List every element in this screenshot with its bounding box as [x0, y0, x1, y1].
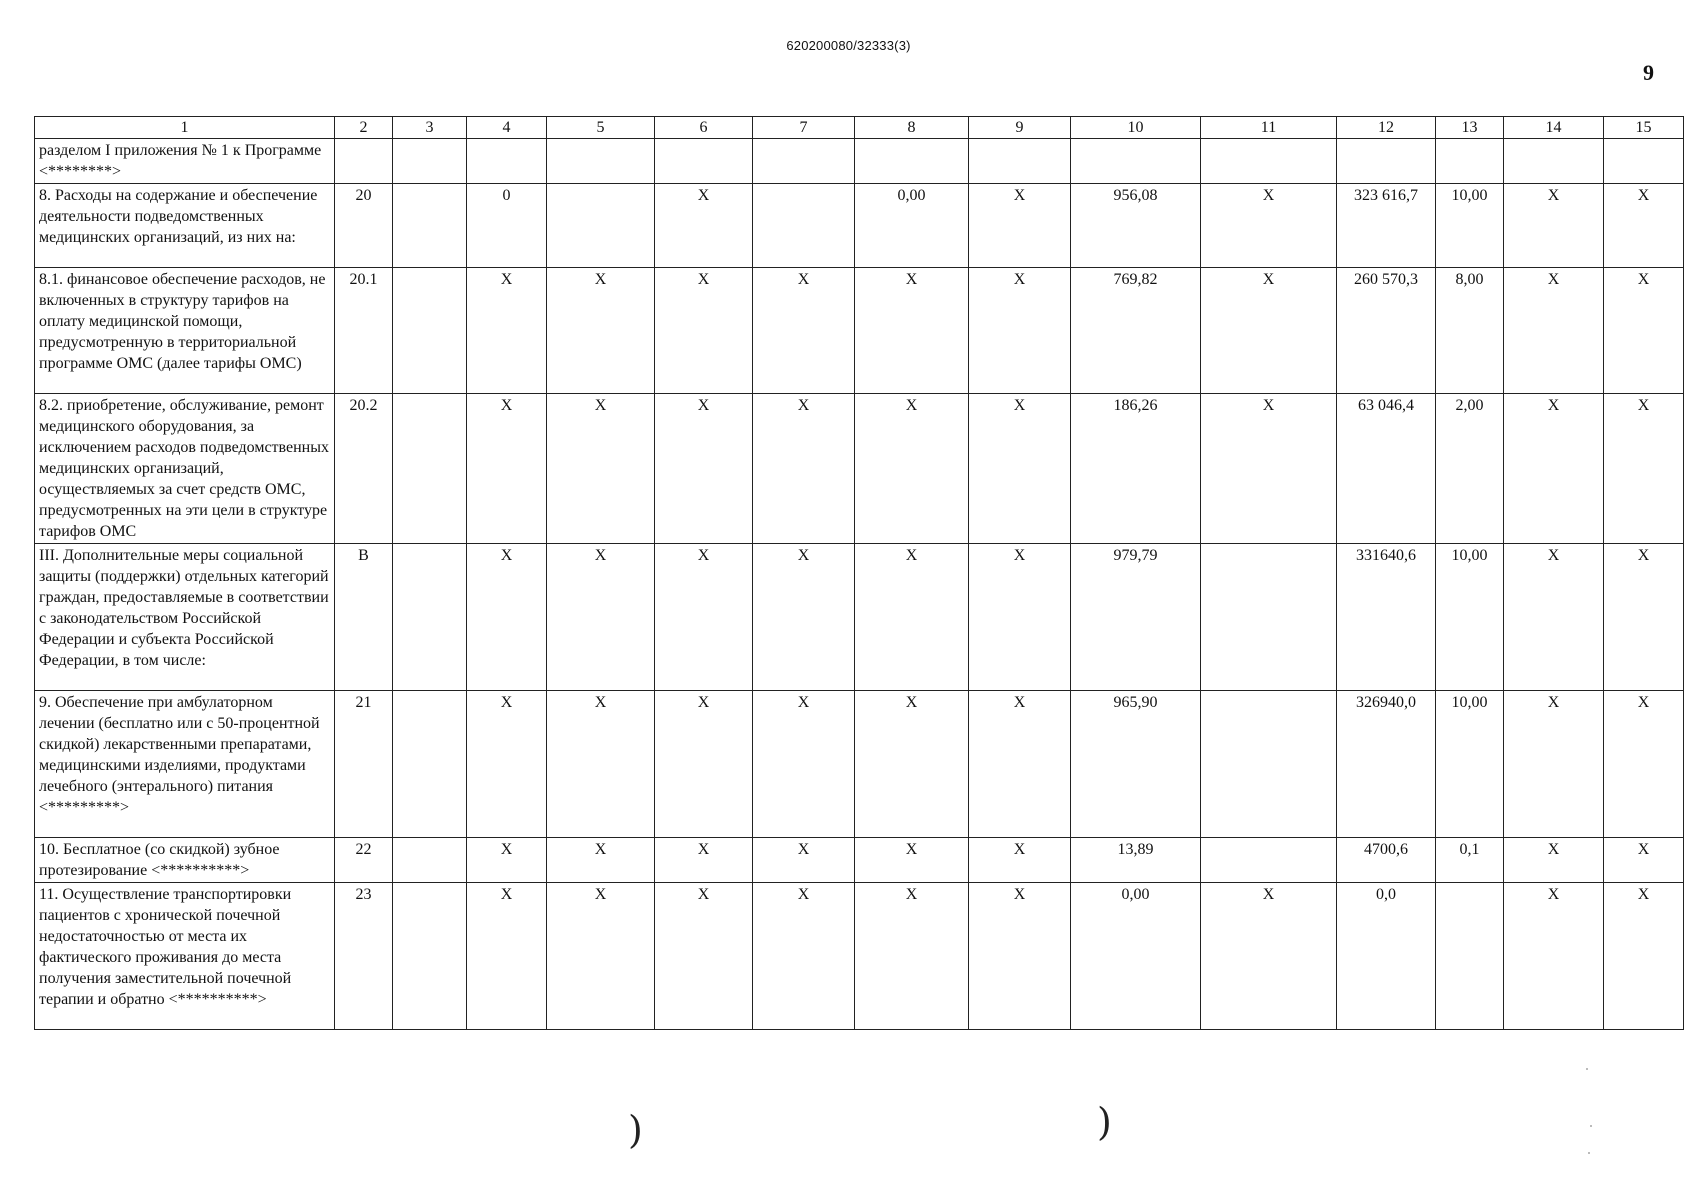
cell-col-13: 8,00: [1436, 268, 1504, 394]
table-row: [35, 544, 1684, 691]
cell-col-8: X: [855, 394, 969, 544]
cell-col-13: [1436, 883, 1504, 1030]
column-number-12: 12: [1337, 117, 1436, 139]
cell-col-14: [1504, 139, 1604, 184]
cell-col-2: 20: [335, 184, 393, 268]
cell-col-10: [1071, 139, 1201, 184]
cell-col-7: X: [753, 268, 855, 394]
column-number-11: 11: [1201, 117, 1337, 139]
cell-col-4: X: [467, 268, 547, 394]
cell-col-3: [393, 394, 467, 544]
cell-col-7: X: [753, 691, 855, 838]
cell-col-2: 20.2: [335, 394, 393, 544]
cell-col-7: X: [753, 394, 855, 544]
cell-col-9: X: [969, 883, 1071, 1030]
scan-mark-right: ): [1097, 1100, 1112, 1144]
cell-col-14: X: [1504, 691, 1604, 838]
cell-col-10: 979,79: [1071, 544, 1201, 691]
cell-col-15: X: [1604, 838, 1684, 883]
cell-col-15: X: [1604, 883, 1684, 1030]
cell-col-5: X: [547, 268, 655, 394]
cell-col-3: [393, 883, 467, 1030]
cell-col-12: 323 616,7: [1337, 184, 1436, 268]
cell-col-15: [1604, 139, 1684, 184]
cell-col-5: X: [547, 838, 655, 883]
row-label: 8. Расходы на содержание и обеспечение деятельности подведомственных медицинских организаций, из них на:: [35, 184, 335, 268]
cell-col-10: 956,08: [1071, 184, 1201, 268]
cell-col-9: X: [969, 184, 1071, 268]
column-number-13: 13: [1436, 117, 1504, 139]
cell-col-4: 0: [467, 184, 547, 268]
cell-col-15: X: [1604, 394, 1684, 544]
cell-col-11: [1201, 544, 1337, 691]
column-number-3: 3: [393, 117, 467, 139]
cell-col-11: [1201, 691, 1337, 838]
scan-speck: [1590, 1125, 1592, 1127]
cell-col-5: X: [547, 691, 655, 838]
cell-col-14: X: [1504, 883, 1604, 1030]
table-row: [35, 691, 1684, 838]
cell-col-8: 0,00: [855, 184, 969, 268]
cell-col-2: В: [335, 544, 393, 691]
column-number-6: 6: [655, 117, 753, 139]
column-number-15: 15: [1604, 117, 1684, 139]
column-number-2: 2: [335, 117, 393, 139]
cell-col-3: [393, 838, 467, 883]
cell-col-9: X: [969, 544, 1071, 691]
cell-col-6: X: [655, 184, 753, 268]
row-label: 9. Обеспечение при амбулаторном лечении (бесплатно или с 50-процентной скидкой) лекарственными препаратами, медицинскими изделиями, продуктами лечебного (энтерального) питания <*********>: [35, 691, 335, 838]
cell-col-15: X: [1604, 691, 1684, 838]
cell-col-8: X: [855, 268, 969, 394]
cell-col-13: [1436, 139, 1504, 184]
cell-col-14: X: [1504, 184, 1604, 268]
cell-col-12: 331640,6: [1337, 544, 1436, 691]
cell-col-5: X: [547, 883, 655, 1030]
column-number-9: 9: [969, 117, 1071, 139]
cell-col-3: [393, 691, 467, 838]
cell-col-3: [393, 139, 467, 184]
cell-col-10: 13,89: [1071, 838, 1201, 883]
data-table: [34, 116, 1684, 1030]
cell-col-14: X: [1504, 838, 1604, 883]
cell-col-2: 21: [335, 691, 393, 838]
cell-col-7: [753, 139, 855, 184]
column-number-7: 7: [753, 117, 855, 139]
cell-col-13: 10,00: [1436, 544, 1504, 691]
row-label: III. Дополнительные меры социальной защиты (поддержки) отдельных категорий граждан, предоставляемые в соответствии с законодательством Российской Федерации и субъекта Российской Федерации, в том числе:: [35, 544, 335, 691]
cell-col-5: X: [547, 394, 655, 544]
cell-col-12: 0,0: [1337, 883, 1436, 1030]
cell-col-8: [855, 139, 969, 184]
cell-col-14: X: [1504, 268, 1604, 394]
cell-col-7: X: [753, 838, 855, 883]
table-row: [35, 139, 1684, 184]
cell-col-12: 4700,6: [1337, 838, 1436, 883]
cell-col-6: X: [655, 838, 753, 883]
cell-col-6: X: [655, 691, 753, 838]
cell-col-2: 23: [335, 883, 393, 1030]
table-row: [35, 394, 1684, 544]
cell-col-13: 0,1: [1436, 838, 1504, 883]
column-number-4: 4: [467, 117, 547, 139]
cell-col-6: X: [655, 544, 753, 691]
cell-col-4: X: [467, 883, 547, 1030]
cell-col-4: X: [467, 691, 547, 838]
cell-col-7: X: [753, 883, 855, 1030]
cell-col-12: 326940,0: [1337, 691, 1436, 838]
row-label: 8.1. финансовое обеспечение расходов, не включенных в структуру тарифов на оплату медицинской помощи, предусмотренную в территориальной программе ОМС (далее тарифы ОМС): [35, 268, 335, 394]
cell-col-5: X: [547, 544, 655, 691]
cell-col-9: X: [969, 691, 1071, 838]
cell-col-6: [655, 139, 753, 184]
cell-col-8: X: [855, 544, 969, 691]
page-number: 9: [1643, 60, 1654, 85]
column-number-8: 8: [855, 117, 969, 139]
cell-col-4: X: [467, 394, 547, 544]
cell-col-14: X: [1504, 544, 1604, 691]
cell-col-15: X: [1604, 184, 1684, 268]
cell-col-3: [393, 184, 467, 268]
cell-col-6: X: [655, 883, 753, 1030]
cell-col-7: X: [753, 544, 855, 691]
cell-col-15: X: [1604, 544, 1684, 691]
cell-col-4: [467, 139, 547, 184]
column-number-14: 14: [1504, 117, 1604, 139]
cell-col-10: 965,90: [1071, 691, 1201, 838]
cell-col-8: X: [855, 691, 969, 838]
cell-col-12: 260 570,3: [1337, 268, 1436, 394]
column-number-row: [35, 117, 1684, 139]
table-row: [35, 883, 1684, 1030]
row-label: 8.2. приобретение, обслуживание, ремонт медицинского оборудования, за исключением расходов подведомственных медицинских организаций, осуществляемых за счет средств ОМС, предусмотренных на эти цели в структуре тарифов ОМС: [35, 394, 335, 544]
column-number-5: 5: [547, 117, 655, 139]
column-number-1: 1: [35, 117, 335, 139]
document-number: 620200080/32333(3): [786, 38, 911, 53]
cell-col-4: X: [467, 544, 547, 691]
cell-col-12: 63 046,4: [1337, 394, 1436, 544]
column-number-10: 10: [1071, 117, 1201, 139]
cell-col-5: [547, 184, 655, 268]
cell-col-9: X: [969, 838, 1071, 883]
cell-col-6: X: [655, 394, 753, 544]
row-label: разделом I приложения № 1 к Программе <********>: [35, 139, 335, 184]
cell-col-12: [1337, 139, 1436, 184]
cell-col-7: [753, 184, 855, 268]
cell-col-11: X: [1201, 883, 1337, 1030]
cell-col-13: 2,00: [1436, 394, 1504, 544]
cell-col-2: 20.1: [335, 268, 393, 394]
cell-col-10: 769,82: [1071, 268, 1201, 394]
cell-col-11: X: [1201, 184, 1337, 268]
cell-col-9: [969, 139, 1071, 184]
cell-col-9: X: [969, 394, 1071, 544]
cell-col-11: [1201, 139, 1337, 184]
cell-col-13: 10,00: [1436, 691, 1504, 838]
cell-col-3: [393, 268, 467, 394]
cell-col-8: X: [855, 883, 969, 1030]
cell-col-11: X: [1201, 268, 1337, 394]
cell-col-2: 22: [335, 838, 393, 883]
scan-speck: [1588, 1152, 1590, 1154]
scan-mark-left: ): [628, 1108, 643, 1152]
cell-col-6: X: [655, 268, 753, 394]
cell-col-11: [1201, 838, 1337, 883]
table-row: [35, 184, 1684, 268]
cell-col-10: 186,26: [1071, 394, 1201, 544]
cell-col-13: 10,00: [1436, 184, 1504, 268]
row-label: 10. Бесплатное (со скидкой) зубное протезирование <**********>: [35, 838, 335, 883]
cell-col-2: [335, 139, 393, 184]
cell-col-11: X: [1201, 394, 1337, 544]
cell-col-3: [393, 544, 467, 691]
cell-col-10: 0,00: [1071, 883, 1201, 1030]
cell-col-9: X: [969, 268, 1071, 394]
table-row: [35, 268, 1684, 394]
cell-col-8: X: [855, 838, 969, 883]
row-label: 11. Осуществление транспортировки пациентов с хронической почечной недостаточностью от места их фактического проживания до места получения заместительной почечной терапии и обратно <**********>: [35, 883, 335, 1030]
cell-col-15: X: [1604, 268, 1684, 394]
scan-speck: [1586, 1068, 1588, 1070]
cell-col-14: X: [1504, 394, 1604, 544]
cell-col-4: X: [467, 838, 547, 883]
table-row: [35, 838, 1684, 883]
cell-col-5: [547, 139, 655, 184]
